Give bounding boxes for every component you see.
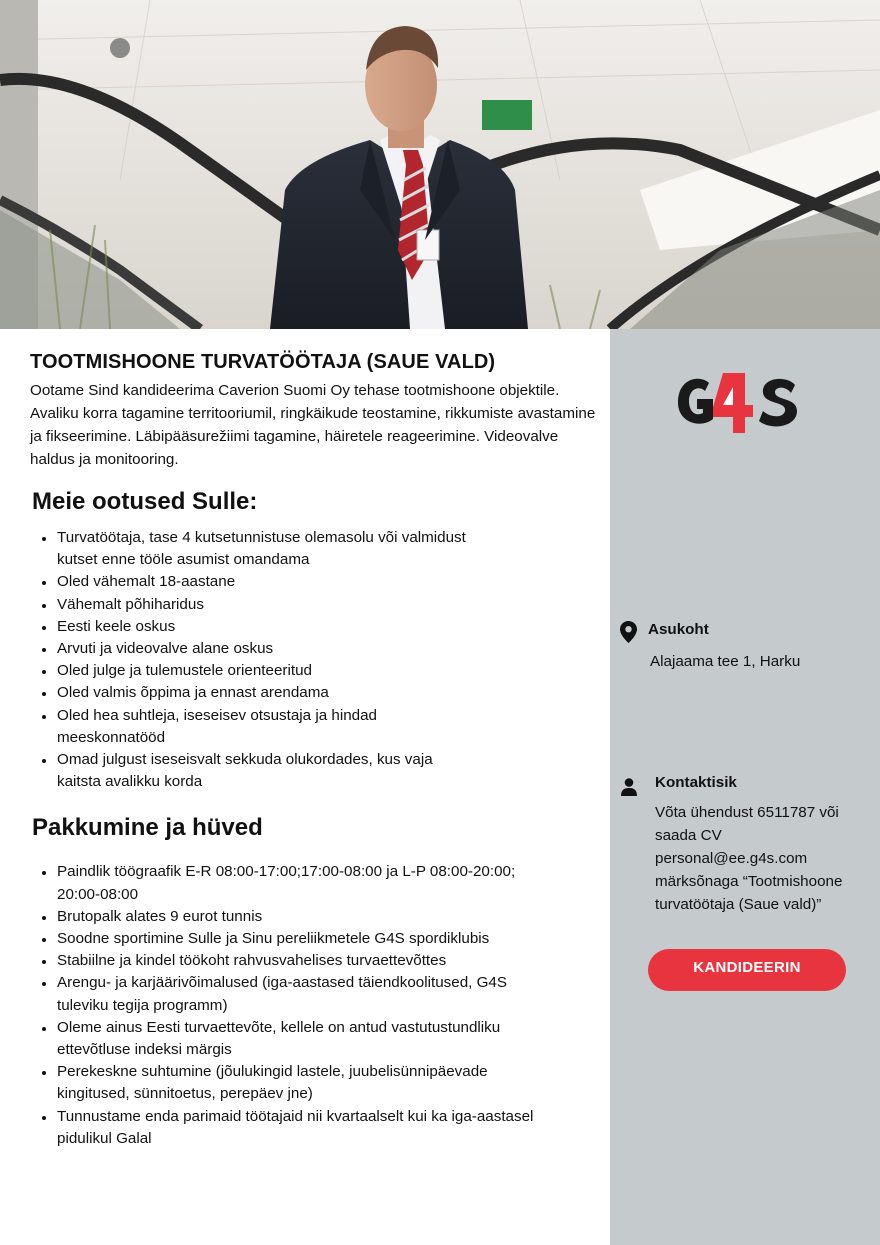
contact-title: Kontaktisik [655,774,737,791]
list-item: Tunnustame enda parimaid töötajaid nii kvartaalselt kui ka iga-aastasel pidulikul Galal [30,1106,560,1150]
list-item: Arengu- ja karjäärivõimalused (iga-aastased täiendkoolitused, G4S tuleviku tegija programm) [30,972,560,1016]
location-title: Asukoht [648,621,709,638]
job-title: TOOTMISHOONE TURVATÖÖTAJA (SAUE VALD) [30,351,496,373]
benefits-list [30,861,600,1150]
list-item: Stabiilne ja kindel töökoht rahvusvahelises turvaettevõttes [30,950,560,972]
apply-button[interactable]: KANDIDEERIN [648,949,846,991]
list-item: Brutopalk alates 9 eurot tunnis [30,906,560,928]
list-item: Omad julgust iseseisvalt sekkuda olukordades, kus vaja kaitsta avalikku korda [30,749,480,793]
list-item: Oled valmis õppima ja ennast arendama [30,682,480,704]
list-item: Soodne sportimine Sulle ja Sinu pereliikmetele G4S spordiklubis [30,928,560,950]
list-item: Oled julge ja tulemustele orienteeritud [30,660,480,682]
list-item: Arvuti ja videovalve alane oskus [30,638,480,660]
job-intro: Ootame Sind kandideerima Caverion Suomi Oy tehase tootmishoone objektile. Avaliku korra tagamine territooriumil, ringkäikude teostamine, rikkumiste avastamine ja fikseerimine. Läbipääsurežiimi tagamine, häiretele reageerimine. Videovalve haldus ja monitooring. [30,382,596,468]
expectations-list [30,527,600,793]
list-item: Perekeskne suhtumine (jõulukingid lastele, juubelisünnipäevade kingitused, sünnitoetus, perepäev jne) [30,1061,560,1105]
contact-details: Võta ühendust 6511787 või saada CV personal@ee.g4s.com märksõnaga “Tootmishoone turvatöötaja (Saue vald)” [655,804,843,913]
location-pin-icon [620,621,637,643]
hero-illustration [0,0,880,329]
list-item: Vähemalt põhiharidus [30,594,480,616]
person-icon [621,778,637,796]
list-item: Turvatöötaja, tase 4 kutsetunnistuse olemasolu või valmidust kutset enne tööle asumist omandama [30,527,480,571]
list-item: Paindlik töögraafik E-R 08:00-17:00;17:00-08:00 ja L-P 08:00-20:00; 20:00-08:00 [30,861,560,905]
hero-photo [0,0,880,329]
expectations-heading: Meie ootused Sulle: [32,488,258,515]
contact-block [620,773,865,916]
location-address: Alajaama tee 1, Harku [650,653,801,670]
main-content [30,348,600,1150]
list-item: Oled hea suhtleja, iseseisev otsustaja ja hindad meeskonnatööd [30,705,480,749]
benefits-heading: Pakkumine ja hüved [32,814,263,842]
list-item: Oleme ainus Eesti turvaettevõte, kellele on antud vastutustundliku ettevõtluse indeksi märgis [30,1017,560,1061]
g4s-logo [675,365,800,437]
list-item: Oled vähemalt 18-aastane [30,571,480,593]
list-item: Eesti keele oskus [30,616,480,638]
location-block [620,620,860,673]
